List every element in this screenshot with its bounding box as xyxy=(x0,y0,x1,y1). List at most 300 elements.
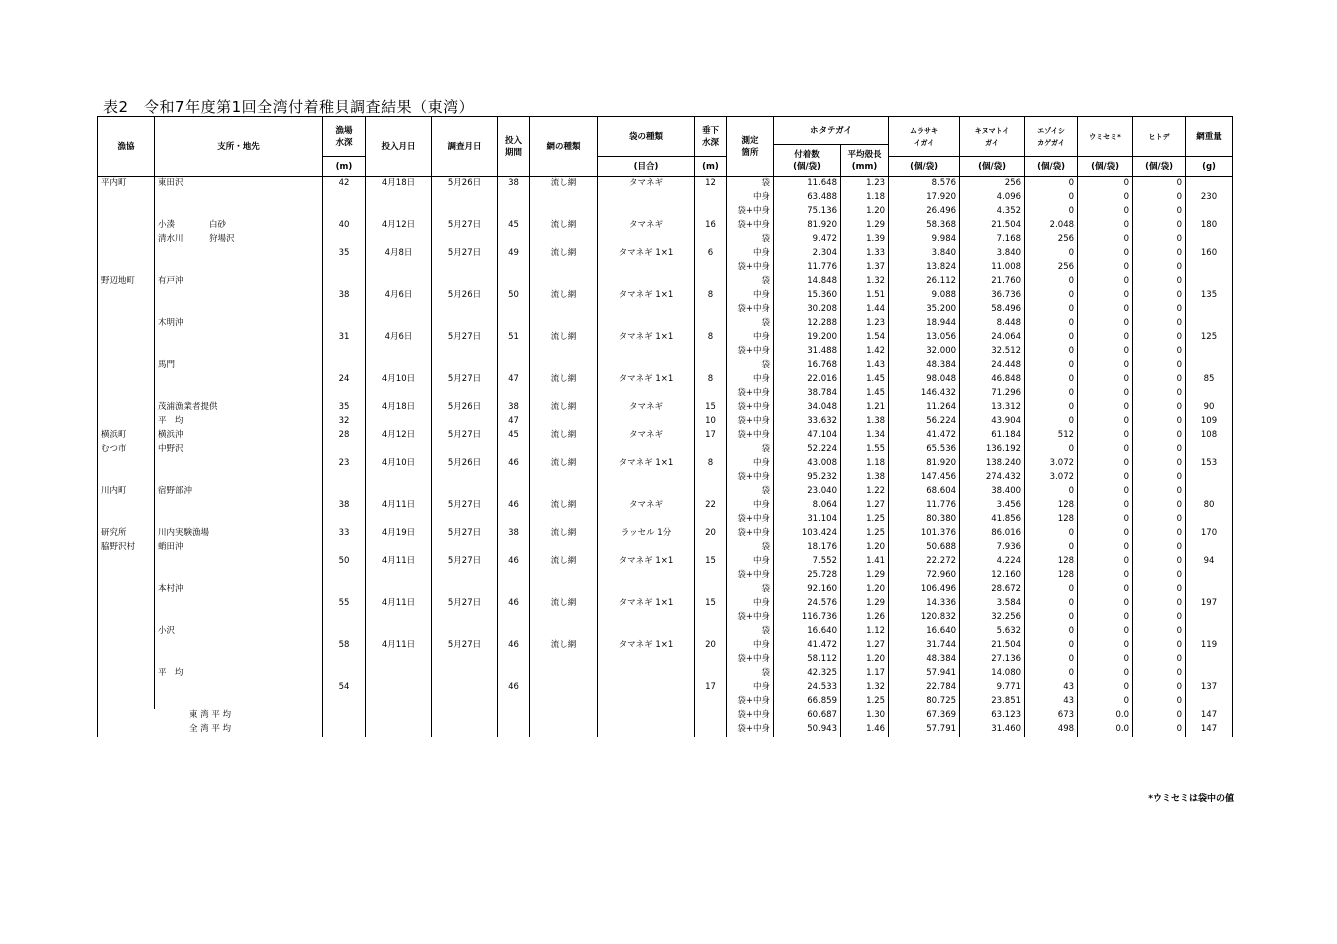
bag-type-cell: タマネギ 1×1 xyxy=(598,555,695,569)
weight-cell: 90 xyxy=(1186,401,1233,415)
header-days: 投入 期間 xyxy=(498,117,530,177)
murasaki-cell: 13.824 xyxy=(889,261,960,275)
length-cell: 1.37 xyxy=(841,261,889,275)
set-date-cell: 4月6日 xyxy=(366,289,432,303)
hang-depth-cell: 8 xyxy=(695,331,727,345)
umisemi-cell: 0 xyxy=(1078,331,1133,345)
table-row xyxy=(98,667,1233,681)
length-cell: 1.18 xyxy=(841,457,889,471)
hitode-cell: 0 xyxy=(1133,317,1186,331)
fishery-cell xyxy=(98,471,155,485)
count-cell: 41.472 xyxy=(774,639,841,653)
branch-cell xyxy=(155,247,323,261)
count-cell: 12.288 xyxy=(774,317,841,331)
survey-date-cell: 5月27日 xyxy=(432,639,498,653)
murasaki-cell: 26.496 xyxy=(889,205,960,219)
net-type-cell xyxy=(530,317,598,331)
hang-depth-cell xyxy=(695,359,727,373)
count-cell: 47.104 xyxy=(774,429,841,443)
bag-type-cell: タマネギ 1×1 xyxy=(598,373,695,387)
summary-empty-cell xyxy=(530,709,598,723)
survey-date-cell xyxy=(432,625,498,639)
survey-date-cell: 5月26日 xyxy=(432,177,498,192)
part-cell: 中身 xyxy=(727,639,774,653)
bag-type-cell xyxy=(598,303,695,317)
kinumatoi-cell: 23.851 xyxy=(960,695,1025,709)
egai-cell: 512 xyxy=(1025,429,1078,443)
part-cell: 中身 xyxy=(727,247,774,261)
egai-cell: 43 xyxy=(1025,681,1078,695)
kinumatoi-cell: 27.136 xyxy=(960,653,1025,667)
egai-cell: 0 xyxy=(1025,639,1078,653)
survey-date-cell: 5月26日 xyxy=(432,401,498,415)
weight-cell xyxy=(1186,387,1233,401)
count-cell: 42.325 xyxy=(774,667,841,681)
days-cell xyxy=(498,359,530,373)
depth-cell: 38 xyxy=(323,499,366,513)
part-cell: 袋+中身 xyxy=(727,205,774,219)
part-cell: 袋+中身 xyxy=(727,401,774,415)
survey-date-cell: 5月27日 xyxy=(432,499,498,513)
branch-cell xyxy=(155,569,323,583)
branch-cell xyxy=(155,457,323,471)
table-row xyxy=(98,317,1233,331)
table-row xyxy=(98,247,1233,261)
net-type-cell xyxy=(530,303,598,317)
summary-empty-cell xyxy=(695,723,727,737)
murasaki-cell: 41.472 xyxy=(889,429,960,443)
egai-cell: 0 xyxy=(1025,583,1078,597)
length-cell: 1.20 xyxy=(841,583,889,597)
hitode-cell: 0 xyxy=(1133,177,1186,192)
bag-type-cell xyxy=(598,233,695,247)
kinumatoi-cell: 61.184 xyxy=(960,429,1025,443)
depth-cell: 31 xyxy=(323,331,366,345)
net-type-cell xyxy=(530,569,598,583)
header-depth-a: 漁場 水深 xyxy=(323,117,366,157)
table-row xyxy=(98,219,1233,233)
depth-cell: 33 xyxy=(323,527,366,541)
length-cell: 1.26 xyxy=(841,611,889,625)
hang-depth-cell: 6 xyxy=(695,247,727,261)
fishery-cell xyxy=(98,681,155,695)
depth-cell xyxy=(323,471,366,485)
egai-cell: 0 xyxy=(1025,527,1078,541)
summary-w-cell: 147 xyxy=(1186,723,1233,737)
summary-m-cell: 67.369 xyxy=(889,709,960,723)
net-type-cell xyxy=(530,471,598,485)
fishery-cell: 横浜町 xyxy=(98,429,155,443)
header-hitode: ヒトデ xyxy=(1133,117,1186,157)
branch-cell: 馬門 xyxy=(155,359,323,373)
part-cell: 中身 xyxy=(727,289,774,303)
egai-cell: 0 xyxy=(1025,415,1078,429)
umisemi-cell: 0 xyxy=(1078,443,1133,457)
branch-cell xyxy=(155,695,323,709)
count-cell: 58.112 xyxy=(774,653,841,667)
length-cell: 1.27 xyxy=(841,639,889,653)
summary-label: 全 湾 平 均 xyxy=(98,723,323,737)
set-date-cell: 4月11日 xyxy=(366,499,432,513)
umisemi-cell: 0 xyxy=(1078,457,1133,471)
egai-cell: 0 xyxy=(1025,289,1078,303)
header-hotate: ホタテガイ xyxy=(774,117,889,145)
egai-cell: 0 xyxy=(1025,625,1078,639)
depth-cell xyxy=(323,583,366,597)
branch-cell xyxy=(155,555,323,569)
fishery-cell xyxy=(98,639,155,653)
murasaki-cell: 98.048 xyxy=(889,373,960,387)
net-type-cell xyxy=(530,667,598,681)
days-cell: 38 xyxy=(498,527,530,541)
net-type-cell: 流し網 xyxy=(530,177,598,192)
table-row xyxy=(98,583,1233,597)
weight-cell xyxy=(1186,611,1233,625)
hitode-cell: 0 xyxy=(1133,359,1186,373)
summary-k-cell: 63.123 xyxy=(960,709,1025,723)
hang-depth-cell xyxy=(695,695,727,709)
days-cell: 38 xyxy=(498,401,530,415)
bag-type-cell xyxy=(598,191,695,205)
fishery-cell xyxy=(98,569,155,583)
days-cell xyxy=(498,205,530,219)
hang-depth-cell xyxy=(695,667,727,681)
depth-cell xyxy=(323,485,366,499)
set-date-cell xyxy=(366,205,432,219)
net-type-cell xyxy=(530,205,598,219)
hang-depth-cell xyxy=(695,317,727,331)
umisemi-cell: 0 xyxy=(1078,345,1133,359)
days-cell xyxy=(498,443,530,457)
weight-cell xyxy=(1186,667,1233,681)
depth-cell xyxy=(323,275,366,289)
umisemi-cell: 0 xyxy=(1078,219,1133,233)
depth-cell: 32 xyxy=(323,415,366,429)
weight-cell xyxy=(1186,485,1233,499)
net-type-cell: 流し網 xyxy=(530,499,598,513)
umisemi-cell: 0 xyxy=(1078,527,1133,541)
set-date-cell xyxy=(366,625,432,639)
length-cell: 1.29 xyxy=(841,597,889,611)
hitode-cell: 0 xyxy=(1133,233,1186,247)
count-cell: 63.488 xyxy=(774,191,841,205)
weight-cell: 109 xyxy=(1186,415,1233,429)
days-cell xyxy=(498,541,530,555)
days-cell: 45 xyxy=(498,219,530,233)
hang-depth-cell xyxy=(695,303,727,317)
murasaki-cell: 17.920 xyxy=(889,191,960,205)
hitode-cell: 0 xyxy=(1133,345,1186,359)
murasaki-cell: 68.604 xyxy=(889,485,960,499)
summary-k-cell: 31.460 xyxy=(960,723,1025,737)
length-cell: 1.25 xyxy=(841,513,889,527)
summary-u-cell: 0.0 xyxy=(1078,723,1133,737)
net-type-cell: 流し網 xyxy=(530,457,598,471)
survey-date-cell xyxy=(432,345,498,359)
hang-depth-cell: 15 xyxy=(695,555,727,569)
survey-date-cell xyxy=(432,415,498,429)
depth-cell xyxy=(323,345,366,359)
egai-cell: 0 xyxy=(1025,275,1078,289)
murasaki-cell: 80.380 xyxy=(889,513,960,527)
umisemi-cell: 0 xyxy=(1078,317,1133,331)
umisemi-cell: 0 xyxy=(1078,205,1133,219)
hang-depth-cell: 12 xyxy=(695,177,727,192)
weight-cell xyxy=(1186,205,1233,219)
kinumatoi-cell: 8.448 xyxy=(960,317,1025,331)
set-date-cell: 4月19日 xyxy=(366,527,432,541)
header-egai-unit: (個/袋) xyxy=(1025,157,1078,177)
egai-cell: 256 xyxy=(1025,233,1078,247)
part-cell: 袋+中身 xyxy=(727,429,774,443)
count-cell: 66.859 xyxy=(774,695,841,709)
fishery-cell xyxy=(98,289,155,303)
set-date-cell xyxy=(366,345,432,359)
table-row xyxy=(98,653,1233,667)
hang-depth-cell: 8 xyxy=(695,289,727,303)
net-type-cell xyxy=(530,415,598,429)
net-type-cell xyxy=(530,261,598,275)
hang-depth-cell xyxy=(695,569,727,583)
part-cell: 袋+中身 xyxy=(727,345,774,359)
days-cell xyxy=(498,317,530,331)
hang-depth-cell: 17 xyxy=(695,429,727,443)
murasaki-cell: 14.336 xyxy=(889,597,960,611)
header-fishery: 漁協 xyxy=(98,117,155,177)
fishery-cell: 平内町 xyxy=(98,177,155,192)
days-cell xyxy=(498,191,530,205)
fishery-cell: むつ市 xyxy=(98,443,155,457)
depth-cell: 40 xyxy=(323,219,366,233)
header-bag-mesh: (目合) xyxy=(598,157,695,177)
kinumatoi-cell: 13.312 xyxy=(960,401,1025,415)
fishery-cell: 研究所 xyxy=(98,527,155,541)
set-date-cell xyxy=(366,261,432,275)
egai-cell: 128 xyxy=(1025,555,1078,569)
bag-type-cell xyxy=(598,345,695,359)
length-cell: 1.17 xyxy=(841,667,889,681)
depth-cell xyxy=(323,513,366,527)
depth-cell xyxy=(323,359,366,373)
murasaki-cell: 120.832 xyxy=(889,611,960,625)
survey-date-cell: 5月27日 xyxy=(432,373,498,387)
summary-empty-cell xyxy=(323,709,366,723)
fishery-cell xyxy=(98,233,155,247)
length-cell: 1.29 xyxy=(841,219,889,233)
days-cell xyxy=(498,513,530,527)
umisemi-cell: 0 xyxy=(1078,485,1133,499)
murasaki-cell: 31.744 xyxy=(889,639,960,653)
set-date-cell xyxy=(366,387,432,401)
bag-type-cell xyxy=(598,317,695,331)
kinumatoi-cell: 21.760 xyxy=(960,275,1025,289)
kinumatoi-cell: 24.448 xyxy=(960,359,1025,373)
egai-cell: 128 xyxy=(1025,513,1078,527)
days-cell xyxy=(498,345,530,359)
hitode-cell: 0 xyxy=(1133,191,1186,205)
set-date-cell: 4月10日 xyxy=(366,457,432,471)
umisemi-cell: 0 xyxy=(1078,471,1133,485)
depth-cell xyxy=(323,443,366,457)
hang-depth-cell: 10 xyxy=(695,415,727,429)
set-date-cell: 4月8日 xyxy=(366,247,432,261)
branch-cell: 有戸沖 xyxy=(155,275,323,289)
survey-date-cell: 5月26日 xyxy=(432,457,498,471)
branch-cell xyxy=(155,261,323,275)
egai-cell: 256 xyxy=(1025,261,1078,275)
net-type-cell xyxy=(530,443,598,457)
table-row xyxy=(98,303,1233,317)
weight-cell xyxy=(1186,345,1233,359)
depth-cell: 38 xyxy=(323,289,366,303)
header-umisemi-unit: (個/袋) xyxy=(1078,157,1133,177)
murasaki-cell: 8.576 xyxy=(889,177,960,192)
header-weight: 網重量 xyxy=(1186,117,1233,157)
umisemi-cell: 0 xyxy=(1078,583,1133,597)
part-cell: 袋 xyxy=(727,667,774,681)
depth-cell xyxy=(323,695,366,709)
part-cell: 袋+中身 xyxy=(727,219,774,233)
hitode-cell: 0 xyxy=(1133,205,1186,219)
murasaki-cell: 22.272 xyxy=(889,555,960,569)
hitode-cell: 0 xyxy=(1133,289,1186,303)
set-date-cell: 4月10日 xyxy=(366,373,432,387)
survey-date-cell xyxy=(432,471,498,485)
fishery-cell xyxy=(98,625,155,639)
length-cell: 1.23 xyxy=(841,177,889,192)
hitode-cell: 0 xyxy=(1133,401,1186,415)
kinumatoi-cell: 86.016 xyxy=(960,527,1025,541)
murasaki-cell: 57.941 xyxy=(889,667,960,681)
bag-type-cell: タマネギ 1×1 xyxy=(598,597,695,611)
egai-cell: 3.072 xyxy=(1025,471,1078,485)
bag-type-cell xyxy=(598,205,695,219)
egai-cell: 43 xyxy=(1025,695,1078,709)
summary-u-cell: 0.0 xyxy=(1078,709,1133,723)
murasaki-cell: 3.840 xyxy=(889,247,960,261)
days-cell: 46 xyxy=(498,597,530,611)
hitode-cell: 0 xyxy=(1133,485,1186,499)
hang-depth-cell xyxy=(695,485,727,499)
kinumatoi-cell: 7.936 xyxy=(960,541,1025,555)
net-type-cell xyxy=(530,653,598,667)
egai-cell: 0 xyxy=(1025,191,1078,205)
kinumatoi-cell: 4.096 xyxy=(960,191,1025,205)
set-date-cell: 4月18日 xyxy=(366,401,432,415)
summary-empty-cell xyxy=(598,723,695,737)
table-row xyxy=(98,233,1233,247)
days-cell: 45 xyxy=(498,429,530,443)
net-type-cell xyxy=(530,695,598,709)
umisemi-cell: 0 xyxy=(1078,597,1133,611)
days-cell: 46 xyxy=(498,457,530,471)
days-cell xyxy=(498,569,530,583)
murasaki-cell: 101.376 xyxy=(889,527,960,541)
net-type-cell xyxy=(530,541,598,555)
kinumatoi-cell: 136.192 xyxy=(960,443,1025,457)
fishery-cell xyxy=(98,331,155,345)
header-murasaki: ムラサキ イガイ xyxy=(889,117,960,157)
part-cell: 袋 xyxy=(727,317,774,331)
net-type-cell xyxy=(530,387,598,401)
branch-cell xyxy=(155,471,323,485)
days-cell: 47 xyxy=(498,373,530,387)
part-cell: 袋+中身 xyxy=(727,415,774,429)
kinumatoi-cell: 274.432 xyxy=(960,471,1025,485)
net-type-cell: 流し網 xyxy=(530,597,598,611)
count-cell: 16.640 xyxy=(774,625,841,639)
bag-type-cell: タマネギ xyxy=(598,429,695,443)
set-date-cell: 4月12日 xyxy=(366,429,432,443)
branch-cell: 小湊 白砂 xyxy=(155,219,323,233)
count-cell: 43.008 xyxy=(774,457,841,471)
header-weight-unit: (g) xyxy=(1186,157,1233,177)
part-cell: 袋+中身 xyxy=(727,653,774,667)
fishery-cell xyxy=(98,219,155,233)
footnote: *ウミセミは袋中の値 xyxy=(1148,794,1234,804)
hitode-cell: 0 xyxy=(1133,639,1186,653)
survey-date-cell xyxy=(432,275,498,289)
umisemi-cell: 0 xyxy=(1078,177,1133,192)
net-type-cell xyxy=(530,485,598,499)
fishery-cell xyxy=(98,653,155,667)
bag-type-cell xyxy=(598,583,695,597)
depth-cell xyxy=(323,653,366,667)
murasaki-cell: 9.984 xyxy=(889,233,960,247)
net-type-cell: 流し網 xyxy=(530,219,598,233)
survey-date-cell xyxy=(432,667,498,681)
branch-cell: 蛸田沖 xyxy=(155,541,323,555)
set-date-cell: 4月18日 xyxy=(366,177,432,192)
part-cell: 袋 xyxy=(727,177,774,192)
part-cell: 袋 xyxy=(727,443,774,457)
branch-cell xyxy=(155,387,323,401)
length-cell: 1.23 xyxy=(841,317,889,331)
table-title: 表2 令和7年度第1回全湾付着稚貝調査結果（東湾） xyxy=(103,98,475,116)
hang-depth-cell: 20 xyxy=(695,639,727,653)
kinumatoi-cell: 11.008 xyxy=(960,261,1025,275)
table-row xyxy=(98,401,1233,415)
survey-date-cell xyxy=(432,359,498,373)
egai-cell: 0 xyxy=(1025,373,1078,387)
kinumatoi-cell: 58.496 xyxy=(960,303,1025,317)
branch-cell: 宿野部沖 xyxy=(155,485,323,499)
net-type-cell: 流し網 xyxy=(530,401,598,415)
count-cell: 11.648 xyxy=(774,177,841,192)
set-date-cell: 4月11日 xyxy=(366,639,432,653)
part-cell: 袋 xyxy=(727,359,774,373)
hitode-cell: 0 xyxy=(1133,597,1186,611)
weight-cell: 170 xyxy=(1186,527,1233,541)
fishery-cell xyxy=(98,317,155,331)
part-cell: 中身 xyxy=(727,681,774,695)
set-date-cell xyxy=(366,667,432,681)
count-cell: 2.304 xyxy=(774,247,841,261)
hitode-cell: 0 xyxy=(1133,541,1186,555)
table-row xyxy=(98,457,1233,471)
header-kinumatoi-unit: (個/袋) xyxy=(960,157,1025,177)
hitode-cell: 0 xyxy=(1133,443,1186,457)
kinumatoi-cell: 4.352 xyxy=(960,205,1025,219)
kinumatoi-cell: 43.904 xyxy=(960,415,1025,429)
murasaki-cell: 50.688 xyxy=(889,541,960,555)
fishery-cell xyxy=(98,667,155,681)
kinumatoi-cell: 4.224 xyxy=(960,555,1025,569)
summary-empty-cell xyxy=(323,723,366,737)
depth-cell xyxy=(323,233,366,247)
bag-type-cell xyxy=(598,541,695,555)
bag-type-cell xyxy=(598,611,695,625)
